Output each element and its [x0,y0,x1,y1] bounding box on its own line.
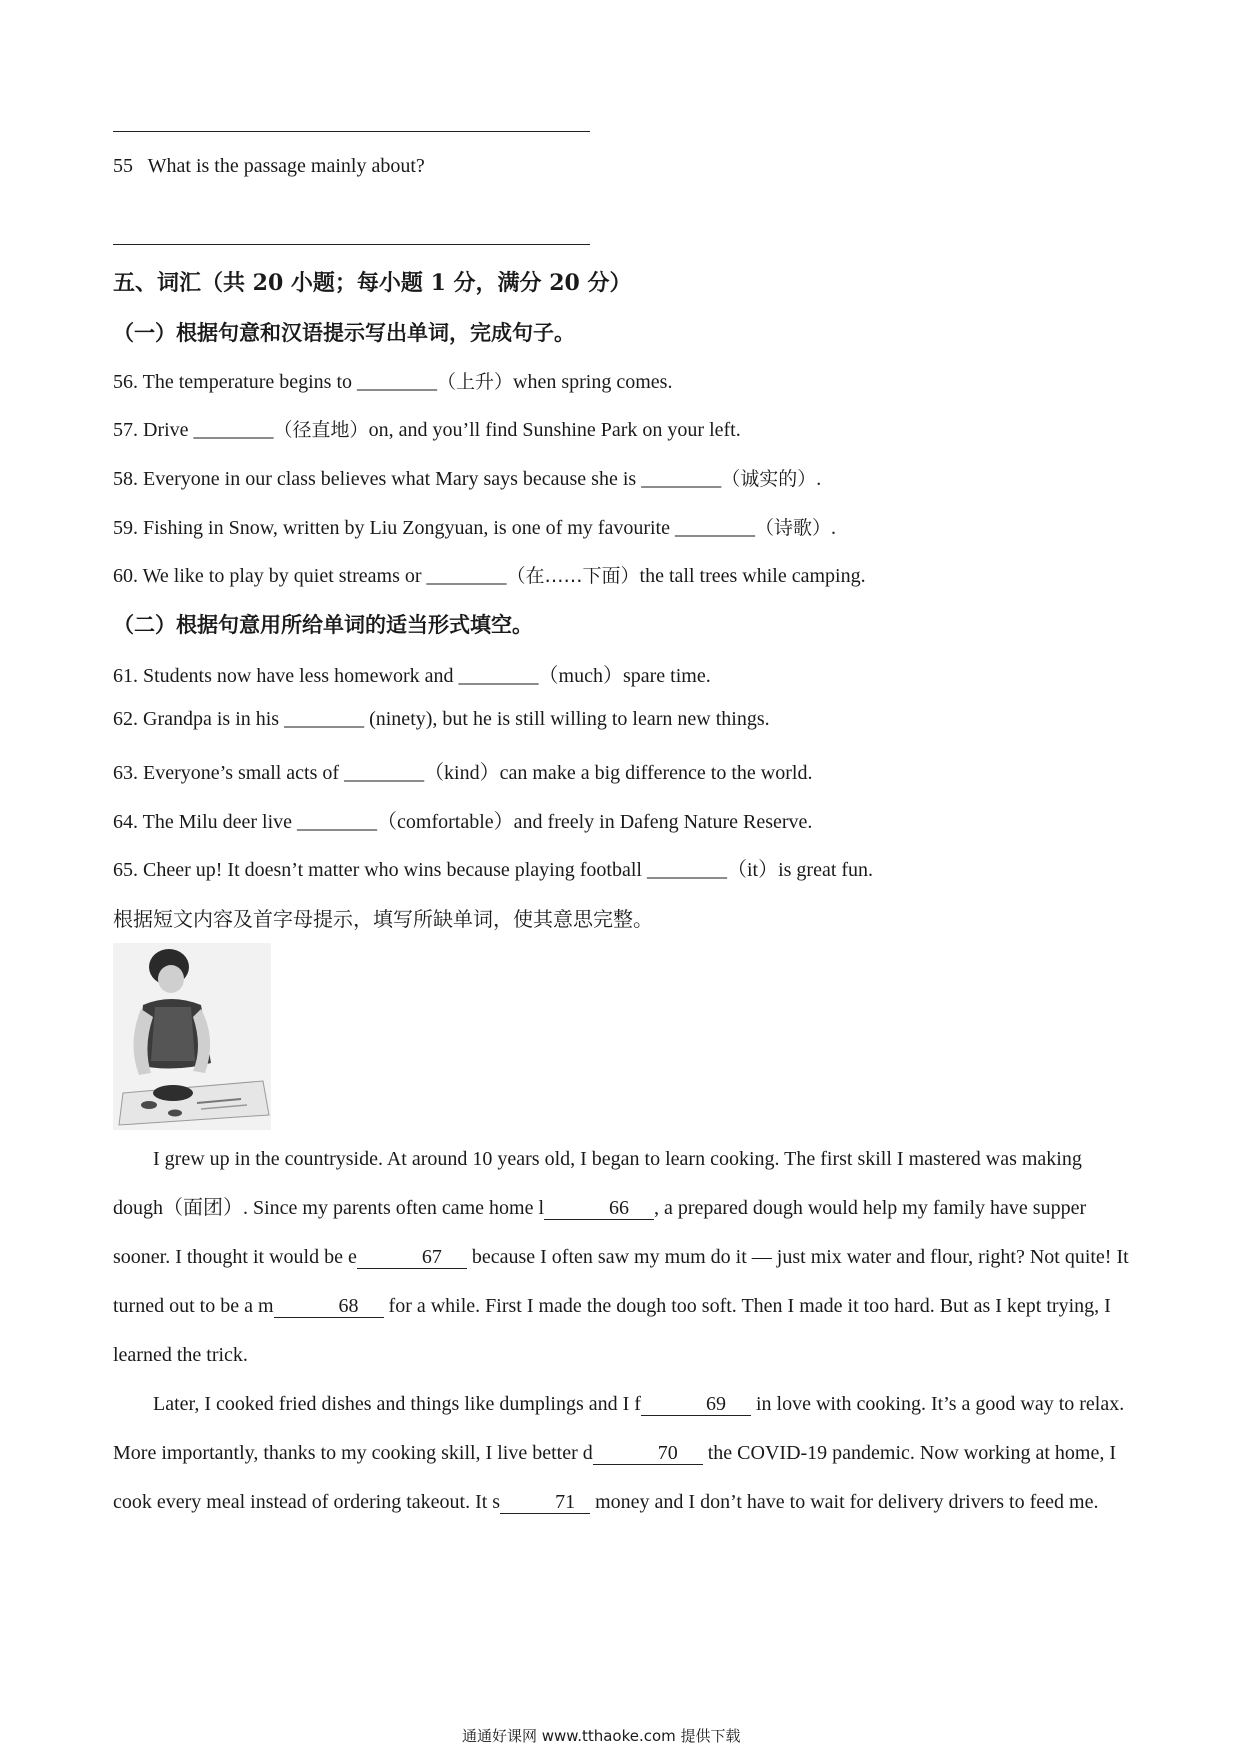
paragraph-2-text-d: money and I don’t have to wait for delivery drivers to feed me. [590,1491,1099,1513]
answer-blank-59[interactable]: ________ [674,517,755,539]
answer-blank-61[interactable]: ________ [458,665,539,687]
question-64 [113,805,812,834]
blank-68[interactable] [274,1295,384,1318]
cooking-illustration [113,943,271,1130]
question-62 [113,708,770,731]
question-59 [113,513,836,540]
question-62-tail: , but he is still willing to learn new things. [432,708,770,730]
blank-68-number: 68 [338,1295,359,1317]
question-65 [113,853,873,882]
question-65-tail: is great fun. [778,859,874,881]
blank-70[interactable] [593,1442,703,1465]
question-61-tail: spare time. [622,665,711,687]
cooking-photo [113,943,271,1130]
question-60-hint: （在……下面） [506,565,640,587]
question-59-hint: （诗歌） [754,517,831,539]
part-1-title: （一）根据句意和汉语提示写出单词，完成句子。 [113,320,575,345]
question-60-tail: the tall trees while camping. [639,565,866,587]
question-57-text: 57. Drive [113,419,194,441]
question-59-text: 59. Fishing in Snow, written by Liu Zongyuan, is one of my favourite [113,517,675,539]
page-footer: 通通好课网 www.tthaoke.com 提供下载 [462,1727,741,1745]
blank-67[interactable] [357,1246,467,1269]
question-60 [113,561,866,588]
passage-paragraph-2 [113,1380,1133,1527]
answer-blank-60[interactable]: ________ [426,565,507,587]
blank-67-number: 67 [421,1246,442,1268]
paragraph-1-text-c: because I often saw my mum do it — just mix water and flour, right? Not quite! It turned out to be a m [113,1246,1129,1317]
answer-blank-58[interactable]: ________ [641,468,722,490]
question-65-text: 65. Cheer up! It doesn’t matter who wins because playing football [113,859,647,881]
blank-66[interactable] [544,1197,654,1220]
question-55-text: What is the passage mainly about? [147,155,425,177]
answer-blank-63[interactable]: ________ [344,762,425,784]
paragraph-1-text-d: for a while. First I made the dough too soft. Then I made it too hard. But as I kept trying, I learned the trick. [113,1295,1111,1366]
cloze-instruction: 根据短文内容及首字母提示，填写所缺单词，使其意思完整。 [113,907,653,931]
question-56-tail: when spring comes. [513,371,673,393]
question-61 [113,659,711,688]
question-55 [113,155,425,178]
question-62-hint: (ninety) [369,708,433,730]
question-61-text: 61. Students now have less homework and [113,665,459,687]
answer-blank-62[interactable]: ________ [284,708,365,730]
question-65-hint: （it） [726,859,779,881]
blank-66-number: 66 [609,1197,630,1219]
answer-blank-64[interactable]: ________ [297,811,378,833]
question-59-tail: . [831,517,836,539]
blank-71-number: 71 [555,1491,576,1513]
question-64-hint: （comfortable） [377,811,514,833]
answer-blank-57[interactable]: ________ [193,419,274,441]
paragraph-2-text-a: Later, I cooked fried dishes and things like dumplings and I f [153,1393,641,1415]
passage-paragraph-1 [113,1135,1133,1380]
question-57-tail: on, and you’ll find Sunshine Park on your left. [368,419,741,441]
question-62-text: 62. Grandpa is in his [113,708,285,730]
cloze-passage [113,1135,1133,1527]
paragraph-2-text-b: in love with cooking. It’s a good way to relax. More importantly, thanks to my cooking skill, I live better d [113,1393,1125,1464]
question-57 [113,415,741,442]
answer-line-55 [113,244,590,245]
question-64-text: 64. The Milu deer live [113,811,298,833]
question-56 [113,367,672,394]
question-61-hint: （much） [538,665,623,687]
answer-line-54 [113,131,590,132]
question-63-tail: can make a big difference to the world. [499,762,813,784]
question-58-tail: . [816,468,822,490]
section-5-title: 五、词汇（共 20 小题；每小题 1 分，满分 20 分） [113,270,632,296]
question-58 [113,464,821,491]
blank-71[interactable] [500,1491,590,1514]
paragraph-2-text-c: the COVID-19 pandemic. Now working at home, I cook every meal instead of ordering takeout. It s [113,1442,1116,1513]
paragraph-1-text-a: I grew up in the countryside. At around 10 years old, I began to learn cooking. The first skill I mastered was making dough（面团）. Since my parents often came home l [113,1148,1082,1219]
blank-70-number: 70 [657,1442,678,1464]
question-56-hint: （上升） [437,371,514,393]
question-63 [113,756,812,785]
answer-blank-56[interactable]: ________ [357,371,438,393]
blank-69-number: 69 [705,1393,726,1415]
question-63-text: 63. Everyone’s small acts of [113,762,345,784]
question-63-hint: （kind） [424,762,500,784]
paragraph-1-text-b: , a prepared dough would help my family have supper sooner. I thought it would be e [113,1197,1087,1268]
blank-69[interactable] [641,1393,751,1416]
question-60-text: 60. We like to play by quiet streams or [113,565,427,587]
question-58-hint: （诚实的） [721,468,817,490]
question-55-number: 55 [113,155,133,177]
question-56-text: 56. The temperature begins to [113,371,358,393]
question-57-hint: （径直地） [273,419,369,441]
question-64-tail: and freely in Dafeng Nature Reserve. [513,811,813,833]
answer-blank-65[interactable]: ________ [646,859,727,881]
question-58-text: 58. Everyone in our class believes what Mary says because she is [113,468,642,490]
part-2-title: （二）根据句意用所给单词的适当形式填空。 [113,612,533,637]
